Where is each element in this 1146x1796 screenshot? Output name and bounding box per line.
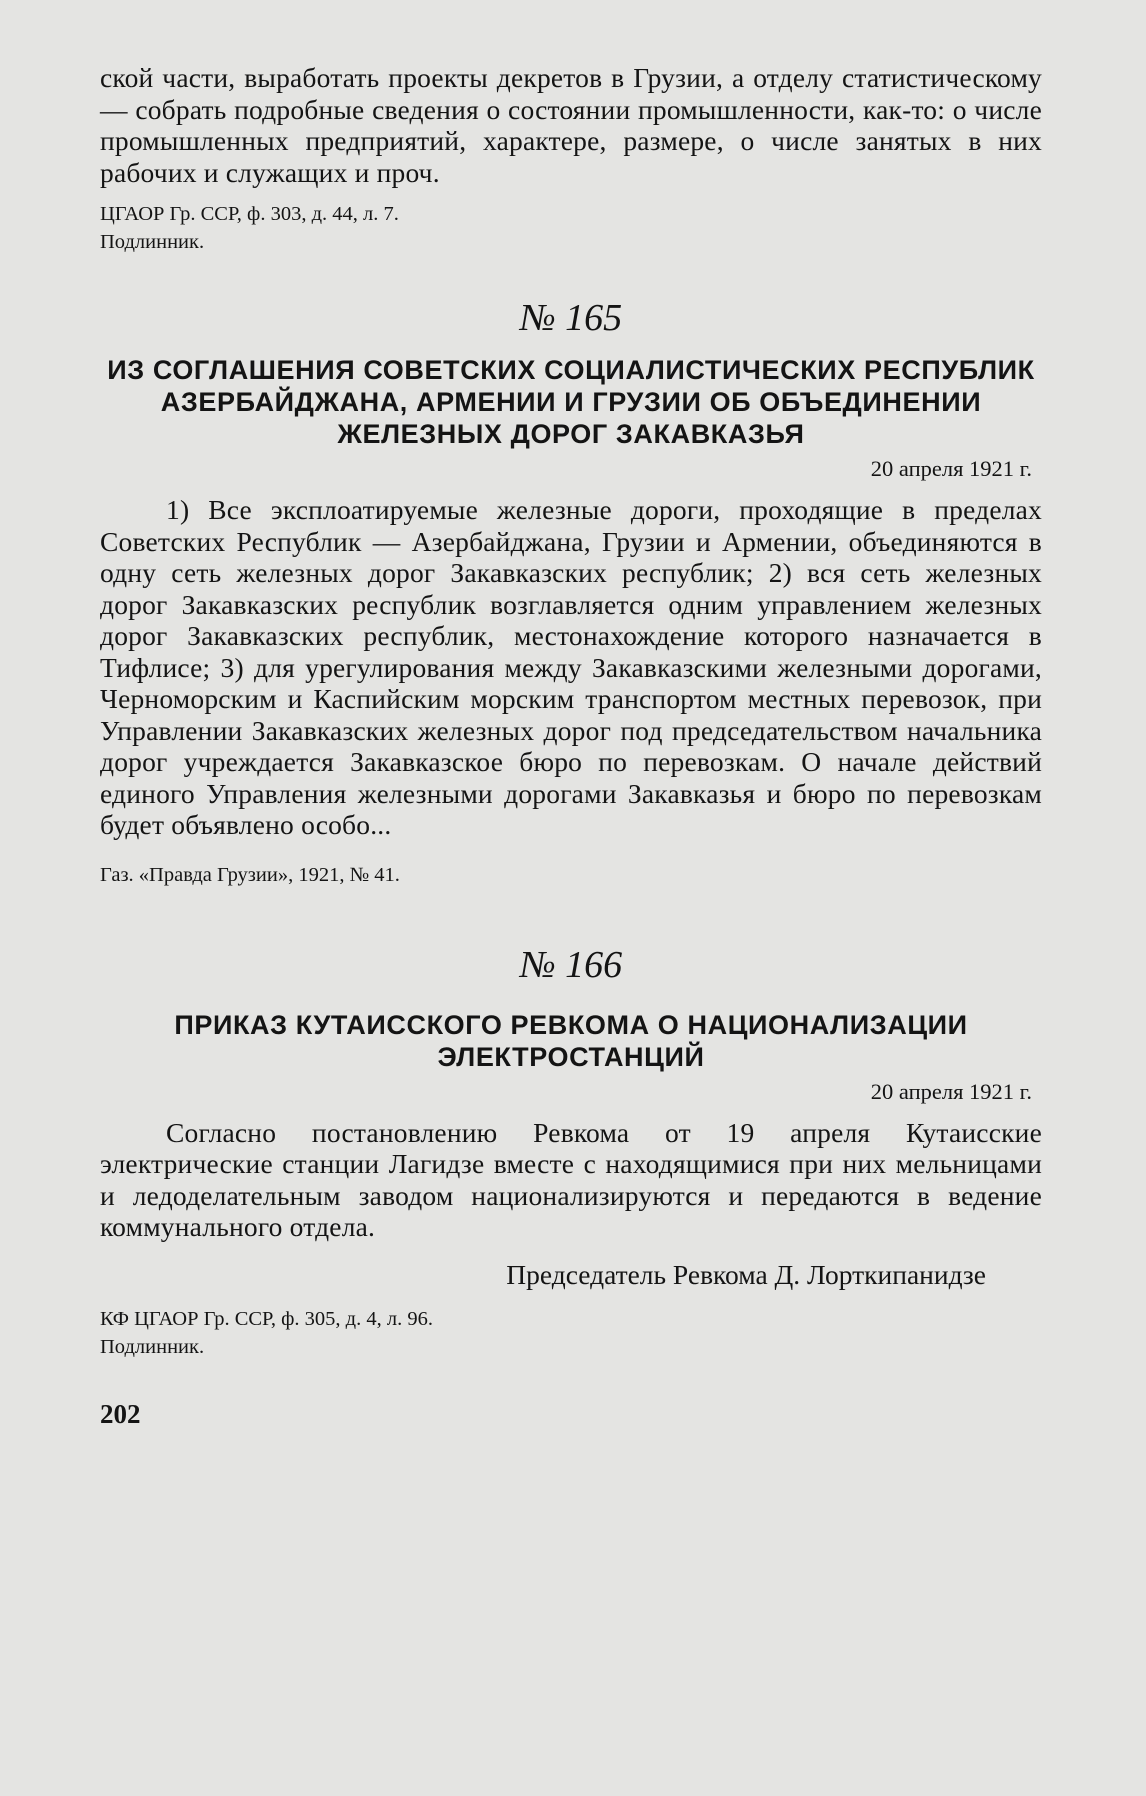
page-number: 202 xyxy=(100,1398,141,1429)
doc-166-source: КФ ЦГАОР Гр. ССР, ф. 305, д. 4, л. 96. xyxy=(100,1307,433,1330)
doc-165-source: Газ. «Правда Грузии», 1921, № 41. xyxy=(100,863,400,886)
doc-166-title: ПРИКАЗ КУТАИССКОГО РЕВКОМА О НАЦИОНАЛИЗАЦИИ ЭЛЕКТРОСТАНЦИЙ xyxy=(174,1009,968,1072)
doc-166-body: Согласно постановлению Ревкома от 19 апреля Кутаисские электрические станции Лагидзе вместе с находящимися при них мельницами и ледоделательным заводом национализируются и передаются в ведение коммунального отдела. xyxy=(100,1116,1042,1242)
doc-165-body: 1) Все эксплоатируемые железные дороги, проходящие в пределах Советских Республик — Азербайджана, Грузии и Армении, объединяются в одну сеть железных дорог Закавказских республик; 2) вся сеть железных дорог Закавказских республик возглавляется одним управлением железных дорог Закавказских республик, местонахождение которого назначается в Тифлисе; 3) для урегулирования между Закавказскими железными дорогами, Черноморским и Каспийским морским транспортом местных перевозок, при Управлении Закавказских железных дорог под председательством начальника дорог учреждается Закавказское бюро по перевозкам. О начале действий единого Управления железными дорогами Закавказья и бюро по перевозкам будет объявлено особо... xyxy=(100,494,1042,840)
doc-166-source-note: Подлинник. xyxy=(100,1335,205,1358)
doc-166-number: № 166 xyxy=(519,943,623,986)
doc-166-signature: Председатель Ревкома Д. Лорткипанидзе xyxy=(506,1258,986,1290)
intro-source-note: Подлинник. xyxy=(100,231,205,253)
doc-165-number: № 165 xyxy=(519,297,623,339)
doc-165-date: 20 апреля 1921 г. xyxy=(870,456,1032,481)
doc-166-date: 20 апреля 1921 г. xyxy=(870,1078,1032,1104)
doc-165-title: ИЗ СОГЛАШЕНИЯ СОВЕТСКИХ СОЦИАЛИСТИЧЕСКИХ РЕСПУБЛИК АЗЕРБАЙДЖАНА, АРМЕНИИ И ГРУЗИИ ОБ ОБЪЕДИНЕНИИ ЖЕЛЕЗНЫХ ДОРОГ ЗАКАВКАЗЬЯ xyxy=(107,355,1035,449)
intro-source: ЦГАОР Гр. ССР, ф. 303, д. 44, л. 7. xyxy=(100,203,399,225)
intro-paragraph: ской части, выработать проекты декретов в Грузии, а отделу статистическому — собрать подробные сведения о состоянии промышленности, как-то: о числе промышленных предприятий, характере, размере, о числе занятых в них рабочих и служащих и проч. xyxy=(100,62,1042,188)
